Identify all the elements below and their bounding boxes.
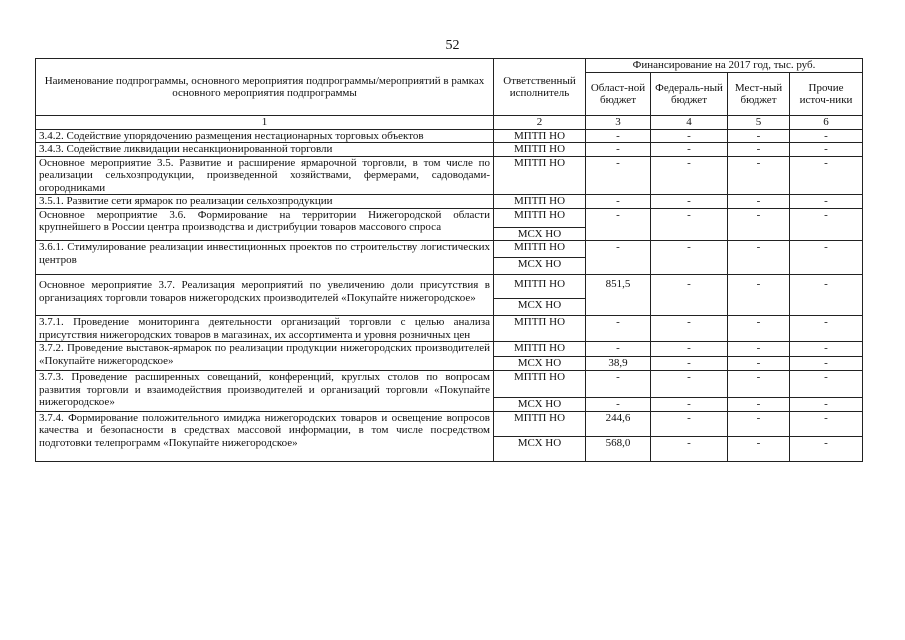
row-executor: МПТП НО [494, 156, 586, 195]
row-name: 3.5.1. Развитие сети ярмарок по реализации сельхозпродукции [36, 195, 494, 209]
row-regional: 851,5 [586, 275, 651, 316]
header-name: Наименование подпрограммы, основного мероприятия подпрограммы/мероприятий в рамках основного мероприятия подпрограммы [36, 59, 494, 116]
header-other: Прочие источ-ники [790, 73, 863, 116]
row-local: - [728, 371, 790, 398]
row-federal: - [651, 342, 728, 357]
row-regional: - [586, 208, 651, 241]
row-executor: МПТП НО [494, 143, 586, 157]
row-other: - [790, 129, 863, 143]
table-row [36, 129, 863, 143]
row-regional: - [586, 129, 651, 143]
row-regional: - [586, 143, 651, 157]
col-num-2: 2 [494, 116, 586, 130]
row-name: 3.7.4. Формирование положительного имиджа нижегородских товаров и освещение вопросов качества и безопасности в средствах массовой информации, в том числе посредством подготовки телепрограмм «Покупайте нижегородское» [36, 411, 494, 461]
row-executor: МСХ НО [494, 398, 586, 412]
row-federal: - [651, 241, 728, 275]
row-other: - [790, 357, 863, 371]
row-regional: - [586, 316, 651, 342]
row-name: Основное мероприятие 3.5. Развитие и расширение ярмарочной торговли, в том числе по реализации сельхозпродукции, произведенной хозяйствами, фермерами, садоводами-огородниками [36, 156, 494, 195]
row-other: - [790, 411, 863, 436]
row-other: - [790, 316, 863, 342]
header-regional: Област-ной бюджет [586, 73, 651, 116]
row-local: - [728, 143, 790, 157]
row-local: - [728, 275, 790, 316]
row-local: - [728, 411, 790, 436]
row-other: - [790, 208, 863, 241]
row-name: 3.7.1. Проведение мониторинга деятельности организаций торговли с целью анализа присутствия нижегородских товаров в магазинах, их ассортимента и уровня розничных цен [36, 316, 494, 342]
row-other: - [790, 241, 863, 275]
row-local: - [728, 316, 790, 342]
row-executor: МСХ НО [494, 299, 586, 316]
row-federal: - [651, 208, 728, 241]
row-federal: - [651, 436, 728, 461]
row-executor: МПТП НО [494, 411, 586, 436]
table-row [36, 195, 863, 209]
row-other: - [790, 342, 863, 357]
row-executor: МСХ НО [494, 258, 586, 275]
row-local: - [728, 129, 790, 143]
row-name: 3.7.3. Проведение расширенных совещаний, конференций, круглых столов по вопросам развития торговли и взаимодействия производителей и организаций торговли «Покупайте нижегородское» [36, 371, 494, 412]
row-local: - [728, 436, 790, 461]
row-executor: МПТП НО [494, 316, 586, 342]
row-executor: МПТП НО [494, 342, 586, 357]
row-local: - [728, 156, 790, 195]
row-executor: МПТП НО [494, 275, 586, 299]
row-other: - [790, 371, 863, 398]
row-federal: - [651, 143, 728, 157]
header-local: Мест-ный бюджет [728, 73, 790, 116]
col-num-1: 1 [36, 116, 494, 130]
row-executor: МСХ НО [494, 436, 586, 461]
row-name: 3.4.2. Содействие упорядочению размещения нестационарных торговых объектов [36, 129, 494, 143]
row-executor: МПТП НО [494, 195, 586, 209]
row-executor: МПТП НО [494, 129, 586, 143]
table-row [36, 411, 863, 436]
table-row [36, 241, 863, 258]
table-row [36, 371, 863, 398]
row-federal: - [651, 275, 728, 316]
row-name: Основное мероприятие 3.7. Реализация мероприятий по увеличению доли присутствия в организациях торговли товаров нижегородских производителей «Покупайте нижегородское» [36, 275, 494, 316]
col-num-6: 6 [790, 116, 863, 130]
row-regional: - [586, 398, 651, 412]
row-federal: - [651, 411, 728, 436]
row-other: - [790, 398, 863, 412]
row-executor: МСХ НО [494, 357, 586, 371]
table-row [36, 342, 863, 357]
row-regional: - [586, 156, 651, 195]
row-federal: - [651, 398, 728, 412]
row-federal: - [651, 357, 728, 371]
row-executor: МПТП НО [494, 208, 586, 227]
row-name: 3.6.1. Стимулирование реализации инвестиционных проектов по строительству логистических центров [36, 241, 494, 275]
header-financing: Финансирование на 2017 год, тыс. руб. [586, 59, 863, 73]
row-executor: МПТП НО [494, 241, 586, 258]
table-row [36, 208, 863, 227]
row-local: - [728, 357, 790, 371]
row-federal: - [651, 195, 728, 209]
row-local: - [728, 398, 790, 412]
col-num-4: 4 [651, 116, 728, 130]
row-federal: - [651, 371, 728, 398]
row-regional: - [586, 342, 651, 357]
table-row [36, 275, 863, 299]
page-number: 52 [445, 38, 460, 53]
row-name: 3.4.3. Содействие ликвидации несанкционированной торговли [36, 143, 494, 157]
row-other: - [790, 275, 863, 316]
col-num-5: 5 [728, 116, 790, 130]
row-federal: - [651, 156, 728, 195]
row-other: - [790, 436, 863, 461]
row-local: - [728, 195, 790, 209]
row-federal: - [651, 129, 728, 143]
row-other: - [790, 143, 863, 157]
row-local: - [728, 208, 790, 241]
table-row [36, 143, 863, 157]
row-regional: - [586, 241, 651, 275]
row-regional: - [586, 371, 651, 398]
financing-table [35, 58, 863, 462]
header-executor: Ответственный исполнитель [494, 59, 586, 116]
header-federal: Федераль-ный бюджет [651, 73, 728, 116]
row-regional: - [586, 195, 651, 209]
row-other: - [790, 156, 863, 195]
row-executor: МПТП НО [494, 371, 586, 398]
row-name: Основное мероприятие 3.6. Формирование на территории Нижегородской области крупнейшего в России центра производства и дистрибуции товаров массового спроса [36, 208, 494, 241]
header-numbers-row [36, 116, 863, 130]
row-regional: 38,9 [586, 357, 651, 371]
row-regional: 244,6 [586, 411, 651, 436]
row-local: - [728, 342, 790, 357]
row-regional: 568,0 [586, 436, 651, 461]
row-executor: МСХ НО [494, 227, 586, 241]
table-row [36, 316, 863, 342]
header-row-1 [36, 59, 863, 73]
col-num-3: 3 [586, 116, 651, 130]
row-federal: - [651, 316, 728, 342]
table-row [36, 156, 863, 195]
row-name: 3.7.2. Проведение выставок-ярмарок по реализации продукции нижегородских производителей «Покупайте нижегородское» [36, 342, 494, 371]
row-other: - [790, 195, 863, 209]
row-local: - [728, 241, 790, 275]
